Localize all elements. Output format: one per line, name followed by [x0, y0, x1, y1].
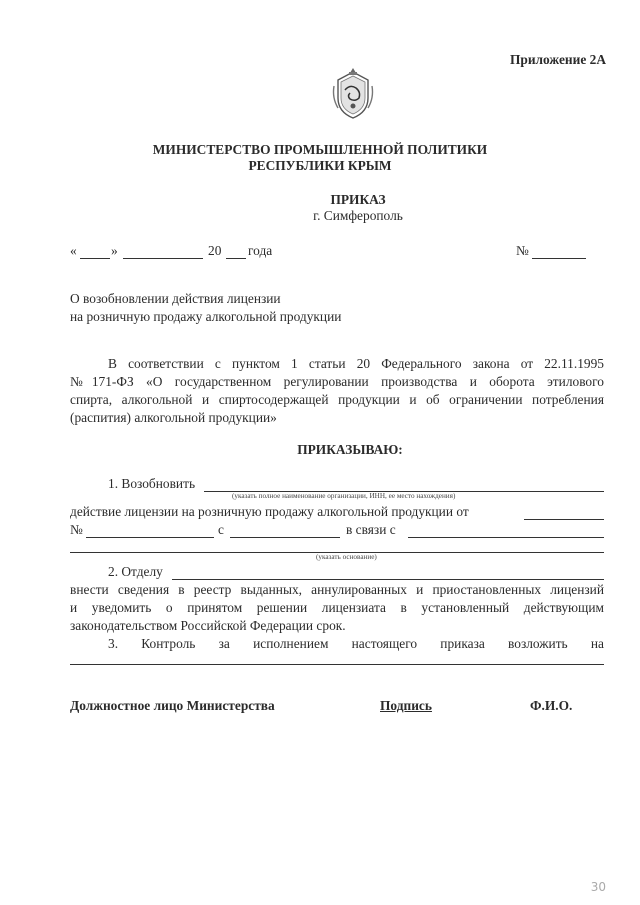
signature-sign: Подпись	[380, 698, 432, 713]
item2-line: и уведомить о принятом решении лицензиата в установленный действующим	[70, 600, 604, 615]
date-quote-open: «	[70, 243, 77, 258]
order-number-blank	[532, 258, 586, 259]
item1-due-to-label: в связи с	[346, 522, 396, 537]
date-month-blank	[123, 258, 203, 259]
item1-date-blank	[524, 519, 604, 520]
coat-of-arms-icon	[330, 66, 376, 120]
date-day-blank	[80, 258, 110, 259]
item2-line: внести сведения в реестр выданных, аннулированных и приостановленных лицензий	[70, 582, 604, 597]
item1-num-sign: №	[70, 522, 83, 537]
order-city: г. Симферополь	[313, 208, 403, 223]
item1-from-blank	[230, 537, 340, 538]
item2-department-blank	[172, 579, 604, 580]
item3-text: 3. Контроль за исполнением настоящего приказа возложить на	[108, 636, 604, 651]
date-quote-close: »	[111, 243, 118, 258]
appendix-label: Приложение 2А	[509, 52, 606, 67]
item1-license-text: действие лицензии на розничную продажу алкогольной продукции от	[70, 504, 469, 519]
ministry-title-line1: МИНИСТЕРСТВО ПРОМЫШЛЕННОЙ ПОЛИТИКИ	[152, 142, 488, 157]
page-number: 30	[590, 880, 606, 894]
item2-last-line: законодательством Российской Федерации срок.	[70, 618, 346, 633]
preamble-line: (распития) алкогольной продукции»	[70, 410, 277, 425]
preamble-line: №171-ФЗ «О государственном регулировании производства и оборота этилового	[70, 374, 604, 389]
ministry-title-line2: РЕСПУБЛИКИ КРЫМ	[248, 158, 392, 173]
item1-from-label: с	[218, 522, 224, 537]
item1-reason-hint: (указать основание)	[316, 553, 377, 561]
date-year-blank	[226, 258, 246, 259]
item1-due-to-blank	[408, 537, 604, 538]
date-year-suffix: года	[248, 243, 273, 258]
subject-line1: О возобновлении действия лицензии	[70, 291, 281, 306]
item1-license-number-blank	[86, 537, 214, 538]
order-title: ПРИКАЗ	[330, 192, 386, 207]
item2-label: 2. Отделу	[108, 564, 163, 579]
item3-blank	[70, 664, 604, 665]
item1-label: 1. Возобновить	[108, 476, 196, 491]
command-heading: ПРИКАЗЫВАЮ:	[297, 442, 403, 457]
item1-org-hint: (указать полное наименование организации, ИНН, ее место нахождения)	[232, 492, 456, 500]
signature-official: Должностное лицо Министерства	[70, 698, 275, 713]
preamble-line: спирта, алкогольной и спиртосодержащей продукции и об ограничении потребления	[70, 392, 604, 407]
order-number-sign: №	[516, 243, 529, 258]
date-year-prefix: 20	[208, 243, 222, 258]
signature-name: Ф.И.О.	[530, 698, 573, 713]
subject-line2: на розничную продажу алкогольной продукции	[70, 309, 342, 324]
preamble-line: В соответствии с пунктом 1 статьи 20 Федерального закона от 22.11.1995	[108, 356, 604, 371]
